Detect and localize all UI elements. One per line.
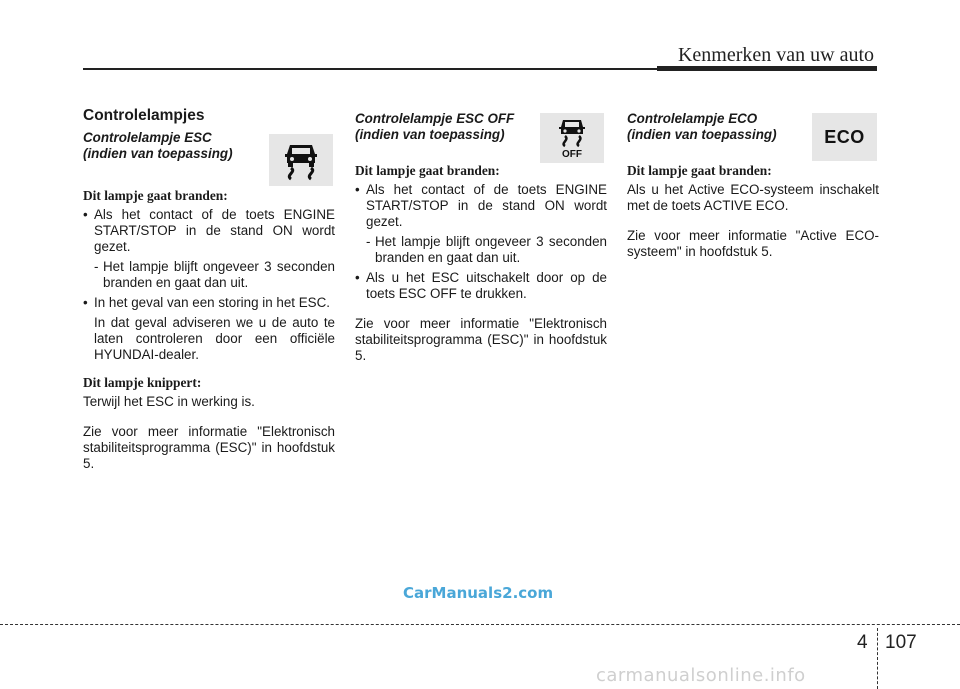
eco-subtitle-line2: (indien van toepassing) xyxy=(627,127,777,142)
esc-subtitle-line2: (indien van toepassing) xyxy=(83,146,233,161)
esc-off-subtitle-line1: Controlelampje ESC OFF xyxy=(355,111,515,126)
esc-off-para-info: Zie voor meer informatie "Elektronisch stabiliteitsprogramma (ESC)" in hoofdstuk 5. xyxy=(355,316,607,363)
eco-para-info: Zie voor meer informatie "Active ECO-systeem" in hoofdstuk 5. xyxy=(627,228,879,259)
esc-off-bullet-2-text: Als u het ESC uitschakelt door op de toets ESC OFF te drukken. xyxy=(366,270,607,301)
esc-para-blink: Terwijl het ESC in werking is. xyxy=(83,394,255,409)
eco-subtitle-line1: Controlelampje ECO xyxy=(627,111,758,126)
esc-bullet-1: • Als het contact of de toets ENGINE START/STOP in de stand ON wordt gezet. xyxy=(83,207,335,254)
esc-label-blink: Dit lampje knippert: xyxy=(83,375,202,390)
chapter-number: 4 xyxy=(857,632,868,653)
esc-off-label-on: Dit lampje gaat branden: xyxy=(355,163,500,178)
esc-off-icon xyxy=(540,113,604,163)
page-number-divider xyxy=(877,628,878,689)
esc-off-bullet-2: • Als u het ESC uitschakelt door op de toets ESC OFF te drukken. xyxy=(355,270,607,301)
eco-label-on: Dit lampje gaat branden: xyxy=(627,163,772,178)
esc-bullet-2-para: In dat geval adviseren we u de auto te laten controleren door een officiële HYUNDAI-dealer. xyxy=(94,315,335,362)
esc-para-info: Zie voor meer informatie "Elektronisch stabiliteitsprogramma (ESC)" in hoofdstuk 5. xyxy=(83,424,335,471)
esc-subtitle-line1: Controlelampje ESC xyxy=(83,130,212,145)
esc-off-subtitle-line2: (indien van toepassing) xyxy=(355,127,505,142)
eco-icon xyxy=(812,113,877,161)
header-rule-accent xyxy=(657,66,877,71)
esc-bullet-1-text: Als het contact of de toets ENGINE START/STOP in de stand ON wordt gezet. xyxy=(94,207,335,254)
esc-off-bullet-1-sub: - Het lampje blijft ongeveer 3 seconden branden en gaat dan uit. xyxy=(366,234,607,265)
esc-off-bullet-1-text: Als het contact of de toets ENGINE START/STOP in de stand ON wordt gezet. xyxy=(366,182,607,229)
eco-para-1: Als u het Active ECO-systeem inschakelt met de toets ACTIVE ECO. xyxy=(627,182,879,213)
section-title: Controlelampjes xyxy=(83,107,205,124)
eco-icon-text: ECO xyxy=(824,126,865,147)
esc-label-on: Dit lampje gaat branden: xyxy=(83,188,228,203)
page-number: 107 xyxy=(885,632,917,653)
page-header-title: Kenmerken van uw auto xyxy=(677,44,874,66)
esc-bullet-2-text: In het geval van een storing in het ESC. xyxy=(94,295,330,310)
esc-off-bullet-1-sub-text: Het lampje blijft ongeveer 3 seconden branden en gaat dan uit. xyxy=(375,234,607,265)
esc-skid-icon xyxy=(269,134,333,186)
esc-bullet-1-sub-text: Het lampje blijft ongeveer 3 seconden branden en gaat dan uit. xyxy=(103,259,335,290)
esc-off-bullet-1: • Als het contact of de toets ENGINE START/STOP in de stand ON wordt gezet. xyxy=(355,182,607,229)
footer-rule xyxy=(0,624,960,625)
esc-off-icon-text: OFF xyxy=(562,149,582,159)
watermark-link[interactable]: CarManuals2.com xyxy=(403,584,554,602)
esc-bullet-1-sub: - Het lampje blijft ongeveer 3 seconden branden en gaat dan uit. xyxy=(94,259,335,290)
header-rule xyxy=(83,68,657,70)
site-watermark: carmanualsonline.info xyxy=(596,665,806,686)
esc-bullet-2: • In het geval van een storing in het ESC. xyxy=(83,295,335,311)
